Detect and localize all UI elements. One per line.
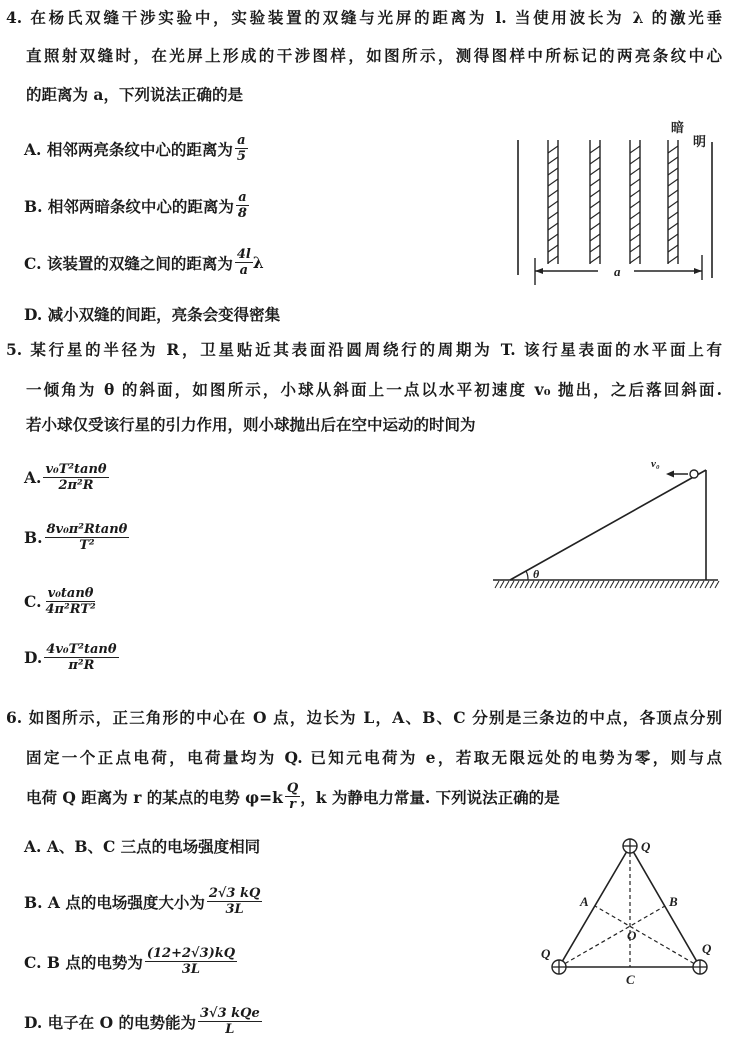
option-text: C. B 点的电势为 bbox=[24, 952, 143, 972]
hatch-mark bbox=[590, 581, 594, 588]
hatch-mark bbox=[710, 581, 714, 588]
hatch-mark bbox=[620, 581, 624, 588]
hatch-mark bbox=[505, 581, 509, 588]
denominator: 3L bbox=[225, 902, 244, 917]
dark-fringe bbox=[630, 140, 640, 264]
triangle-charges-figure bbox=[541, 839, 712, 987]
numerator: 4v₀T²tanθ bbox=[46, 642, 117, 657]
hatch-mark bbox=[650, 581, 654, 588]
hatch-mark bbox=[565, 581, 569, 588]
hatch-mark bbox=[715, 581, 719, 588]
angle-label: θ bbox=[533, 567, 540, 581]
denominator: 3L bbox=[181, 962, 201, 977]
hatch-mark bbox=[615, 581, 619, 588]
hatch-mark bbox=[695, 581, 699, 588]
fraction bbox=[198, 1006, 262, 1037]
hatch-mark bbox=[705, 581, 709, 588]
hatch-mark bbox=[625, 581, 629, 588]
hatch-mark bbox=[520, 581, 524, 588]
hatch-mark bbox=[525, 581, 529, 588]
q5-stem-line-2: 一倾角为 θ 的斜面，如图所示，小球从斜面上一点以水平初速度 v₀ 抛出，之后落回斜面. bbox=[26, 380, 722, 399]
q4-stem-line-1: 4. 在杨氏双缝干涉实验中，实验装置的双缝与光屏的距离为 l. 当使用波长为 λ 的激光垂 bbox=[6, 8, 722, 27]
numerator: 4l bbox=[236, 247, 251, 262]
q5-option-a bbox=[24, 462, 109, 493]
fraction bbox=[145, 946, 237, 977]
option-label: A. bbox=[24, 468, 42, 487]
interference-pattern-figure bbox=[518, 120, 712, 285]
charge-label-left: Q bbox=[541, 946, 551, 961]
denominator: a bbox=[239, 263, 249, 278]
numerator: v₀tanθ bbox=[47, 586, 94, 601]
center-o-label: O bbox=[627, 928, 637, 943]
hatch-mark bbox=[655, 581, 659, 588]
hatch-mark bbox=[700, 581, 704, 588]
hatch-mark bbox=[540, 581, 544, 588]
angle-arc bbox=[526, 571, 528, 580]
option-text: A. 相邻两亮条纹中心的距离为 bbox=[24, 139, 233, 159]
numerator: 2√3 kQ bbox=[208, 886, 261, 901]
distance-label: a bbox=[614, 264, 621, 279]
denominator: r bbox=[289, 797, 296, 812]
hatch-mark bbox=[555, 581, 559, 588]
point-c-label: C bbox=[626, 972, 635, 987]
denominator: 8 bbox=[237, 206, 247, 221]
hatch-mark bbox=[665, 581, 669, 588]
hatch-mark bbox=[675, 581, 679, 588]
hatch-mark bbox=[570, 581, 574, 588]
dark-fringe bbox=[668, 140, 678, 264]
option-text: D. 减小双缝的间距，亮条会变得密集 bbox=[24, 305, 281, 324]
numerator: a bbox=[238, 190, 247, 205]
q4-stem-line-3: 的距离为 a，下列说法正确的是 bbox=[26, 85, 243, 104]
hatch-mark bbox=[610, 581, 614, 588]
denominator: π²R bbox=[68, 658, 95, 673]
q6-option-b bbox=[24, 886, 262, 917]
numerator: 3√3 kQe bbox=[199, 1006, 260, 1021]
ground-hatching bbox=[495, 581, 719, 588]
fraction bbox=[43, 462, 108, 493]
option-text: D. 电子在 O 的电势能为 bbox=[24, 1012, 196, 1032]
hatch-mark bbox=[585, 581, 589, 588]
q6-option-d bbox=[24, 1006, 262, 1037]
hatch-mark bbox=[595, 581, 599, 588]
hatch-mark bbox=[660, 581, 664, 588]
arrowhead-right-icon bbox=[694, 268, 702, 274]
option-label: C. bbox=[24, 592, 42, 611]
numerator: Q bbox=[286, 781, 299, 796]
denominator: L bbox=[225, 1022, 235, 1037]
option-text: A. A、B、C 三点的电场强度相同 bbox=[24, 837, 261, 856]
q5-option-c bbox=[24, 586, 98, 617]
hatch-mark bbox=[605, 581, 609, 588]
charge-label-top: Q bbox=[641, 839, 651, 854]
dark-fringes bbox=[548, 140, 678, 264]
stem-text: ，k 为静电力常量. 下列说法正确的是 bbox=[300, 787, 560, 807]
q6-stem-line-1: 6. 如图所示，正三角形的中心在 O 点，边长为 L，A、B、C 分别是三条边的中点，各顶点分别 bbox=[6, 708, 722, 727]
q5-option-d bbox=[24, 642, 119, 673]
denominator: T² bbox=[79, 538, 95, 553]
ball-icon bbox=[690, 470, 698, 478]
hatch-mark bbox=[600, 581, 604, 588]
incline-slope bbox=[510, 470, 706, 580]
numerator: 8v₀π²Rtanθ bbox=[46, 522, 128, 537]
q5-option-b bbox=[24, 522, 129, 553]
incline-figure bbox=[493, 458, 719, 588]
q6-stem-line-2: 固定一个正点电荷，电荷量均为 Q. 已知元电荷为 e，若取无限远处的电势为零，则与点 bbox=[26, 748, 722, 767]
denominator: 2π²R bbox=[58, 478, 94, 493]
hatch-mark bbox=[530, 581, 534, 588]
option-text: B. 相邻两暗条纹中心的距离为 bbox=[24, 196, 234, 216]
fraction bbox=[43, 586, 97, 617]
dark-fringe bbox=[590, 140, 600, 264]
q6-option-c bbox=[24, 946, 237, 977]
point-a-label: A bbox=[580, 894, 589, 909]
hatch-mark bbox=[575, 581, 579, 588]
hatch-mark bbox=[560, 581, 564, 588]
hatch-mark bbox=[515, 581, 519, 588]
q4-stem-line-2: 直照射双缝时，在光屏上形成的干涉图样，如图所示，测得图样中所标记的两亮条纹中心 bbox=[26, 46, 722, 65]
option-text: B. A 点的电场强度大小为 bbox=[24, 892, 205, 912]
numerator: (12+2√3)kQ bbox=[146, 946, 236, 961]
bright-label: 明 bbox=[693, 134, 707, 149]
hatch-mark bbox=[670, 581, 674, 588]
q6-stem-line-3 bbox=[26, 781, 560, 812]
numerator: v₀T²tanθ bbox=[45, 462, 107, 477]
lambda-symbol: λ bbox=[252, 253, 264, 272]
hatch-mark bbox=[535, 581, 539, 588]
hatch-mark bbox=[645, 581, 649, 588]
arrowhead-left-icon bbox=[535, 268, 543, 274]
option-label: D. bbox=[24, 648, 43, 667]
hatch-mark bbox=[685, 581, 689, 588]
hatch-mark bbox=[510, 581, 514, 588]
denominator: 4π²RT² bbox=[45, 602, 96, 617]
hatch-mark bbox=[495, 581, 499, 588]
arrowhead-left-icon bbox=[666, 471, 674, 478]
hatch-mark bbox=[580, 581, 584, 588]
hatch-mark bbox=[690, 581, 694, 588]
hatch-mark bbox=[635, 581, 639, 588]
fraction bbox=[207, 886, 263, 917]
point-b-label: B bbox=[669, 894, 678, 909]
hatch-mark bbox=[500, 581, 504, 588]
option-label: B. bbox=[24, 528, 43, 547]
velocity-label: v₀ bbox=[651, 458, 660, 470]
q6-option-a bbox=[24, 835, 260, 857]
denominator: 5 bbox=[236, 149, 246, 164]
fraction bbox=[45, 522, 130, 553]
hatch-mark bbox=[550, 581, 554, 588]
q5-stem-line-1: 5. 某行星的半径为 R，卫星贴近其表面沿圆周绕行的周期为 T. 该行星表面的水平面上有 bbox=[6, 340, 722, 359]
fraction bbox=[285, 781, 300, 812]
hatch-mark bbox=[680, 581, 684, 588]
dark-fringe bbox=[548, 140, 558, 264]
charge-label-right: Q bbox=[702, 941, 712, 956]
numerator: a bbox=[237, 133, 246, 148]
fraction bbox=[44, 642, 118, 673]
option-text: C. 该装置的双缝之间的距离为 bbox=[24, 253, 233, 273]
stem-text: 电荷 Q 距离为 r 的某点的电势 φ=k bbox=[26, 787, 283, 807]
q5-stem-line-3: 若小球仅受该行星的引力作用，则小球抛出后在空中运动的时间为 bbox=[26, 415, 476, 434]
hatch-mark bbox=[630, 581, 634, 588]
hatch-mark bbox=[545, 581, 549, 588]
dark-label: 暗 bbox=[671, 120, 685, 135]
hatch-mark bbox=[640, 581, 644, 588]
